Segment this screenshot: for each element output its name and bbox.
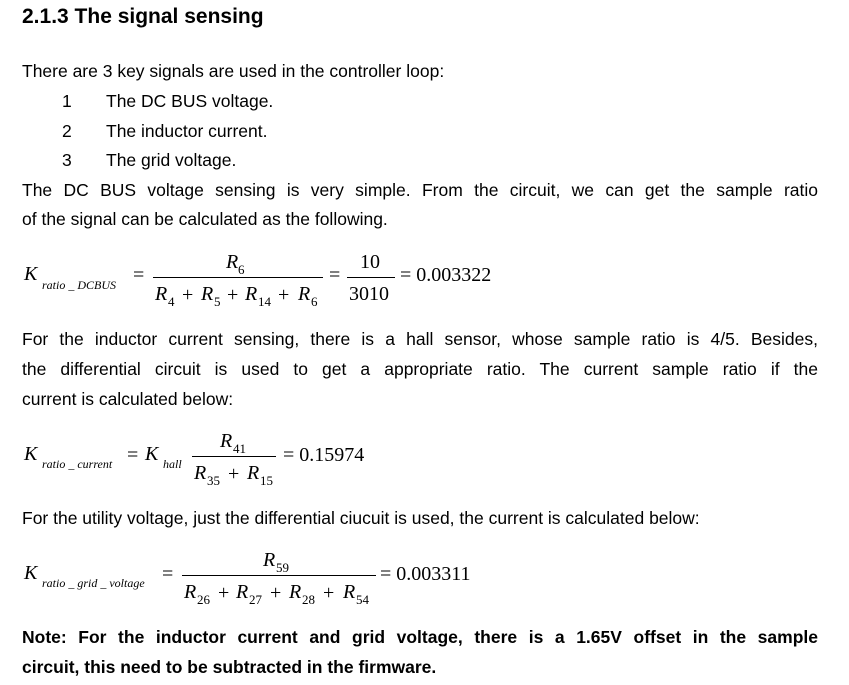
eq1-plus: + <box>182 284 194 306</box>
eq3-den-symbol: R <box>236 581 249 603</box>
eq1-result: = 0.003322 <box>400 264 492 286</box>
eq2-fraction-bar <box>192 456 276 457</box>
eq1-den-subscript: 14 <box>258 294 271 309</box>
eq1-den-subscript: 6 <box>311 294 318 309</box>
note-line: circuit, this need to be subtracted in the firmware. <box>22 657 437 677</box>
list-item-number: 2 <box>62 121 72 141</box>
eq2-lhs-subscript: ratio _ current <box>42 457 113 471</box>
eq3-numerator-symbol: R <box>263 549 276 571</box>
eq1-den-symbol: R <box>155 283 168 305</box>
eq1-lhs-subscript: ratio _ DCBUS <box>42 278 117 292</box>
eq3-den-symbol: R <box>289 581 302 603</box>
eq2-plus: + <box>228 463 240 485</box>
eq3-result: = 0.003311 <box>380 563 471 585</box>
dcbus-paragraph-line: The DC BUS voltage sensing is very simple. From the circuit, we can get the sample ratio <box>22 180 818 200</box>
grid-paragraph: For the utility voltage, just the differential ciucuit is used, the current is calculated below: <box>22 508 700 528</box>
eq1-plus: + <box>278 284 290 306</box>
eq1-fraction-bar <box>153 277 323 278</box>
eq2-den-subscript: 15 <box>260 473 273 488</box>
eq1-numerator-symbol: R <box>226 251 239 273</box>
eq1-equals: = <box>329 264 341 286</box>
eq3-den-subscript: 54 <box>356 592 369 607</box>
eq1-den-subscript: 4 <box>168 294 175 309</box>
eq2-result: = 0.15974 <box>283 444 365 466</box>
eq1-den-subscript: 5 <box>214 294 221 309</box>
eq1-fraction2-denominator: 3010 <box>349 283 389 305</box>
eq3-plus: + <box>270 582 282 604</box>
eq1-fraction2-numerator: 10 <box>360 251 380 273</box>
eq1-plus: + <box>227 284 239 306</box>
eq3-lhs-symbol: K <box>24 562 38 584</box>
eq3-den-symbol: R <box>343 581 356 603</box>
note-line: Note: For the inductor current and grid voltage, there is a 1.65V offset in the sample <box>22 627 818 647</box>
eq3-den-subscript: 27 <box>249 592 262 607</box>
list-item-text: The inductor current. <box>106 121 268 141</box>
eq3-den-subscript: 28 <box>302 592 315 607</box>
eq1-den-symbol: R <box>201 283 214 305</box>
eq3-plus: + <box>323 582 335 604</box>
eq2-factor-subscript: hall <box>163 457 182 471</box>
eq2-numerator-symbol: R <box>220 430 233 452</box>
eq3-equals: = <box>162 563 174 585</box>
current-paragraph-line: For the inductor current sensing, there is a hall sensor, whose sample ratio is 4/5. Besides, <box>22 329 818 349</box>
eq2-equals: = <box>127 444 139 466</box>
eq1-equals: = <box>133 264 145 286</box>
eq2-numerator-subscript: 41 <box>233 441 246 456</box>
list-item-number: 3 <box>62 150 72 170</box>
section-heading: 2.1.3 The signal sensing <box>22 5 264 28</box>
list-item-text: The grid voltage. <box>106 150 237 170</box>
eq1-lhs-symbol: K <box>24 263 38 285</box>
dcbus-paragraph-line: of the signal can be calculated as the following. <box>22 209 388 229</box>
eq3-numerator-subscript: 59 <box>276 560 289 575</box>
eq1-numerator-subscript: 6 <box>238 262 245 277</box>
eq3-den-symbol: R <box>184 581 197 603</box>
list-item-text: The DC BUS voltage. <box>106 91 274 111</box>
eq1-den-symbol: R <box>298 283 311 305</box>
list-item-number: 1 <box>62 91 72 111</box>
intro-text: There are 3 key signals are used in the controller loop: <box>22 61 445 81</box>
current-paragraph-line: the differential circuit is used to get a appropriate ratio. The current sample ratio if the <box>22 359 818 379</box>
eq2-den-symbol: R <box>247 462 260 484</box>
eq3-fraction-bar <box>182 575 376 576</box>
eq2-lhs-symbol: K <box>24 443 38 465</box>
current-paragraph-line: current is calculated below: <box>22 389 234 409</box>
eq1-den-symbol: R <box>245 283 258 305</box>
eq2-den-subscript: 35 <box>207 473 220 488</box>
eq2-den-symbol: R <box>194 462 207 484</box>
eq3-plus: + <box>218 582 230 604</box>
eq3-lhs-subscript: ratio _ grid _ voltage <box>42 576 145 590</box>
eq3-den-subscript: 26 <box>197 592 210 607</box>
eq1-fraction2-bar <box>347 277 395 278</box>
eq2-factor-symbol: K <box>145 443 159 465</box>
